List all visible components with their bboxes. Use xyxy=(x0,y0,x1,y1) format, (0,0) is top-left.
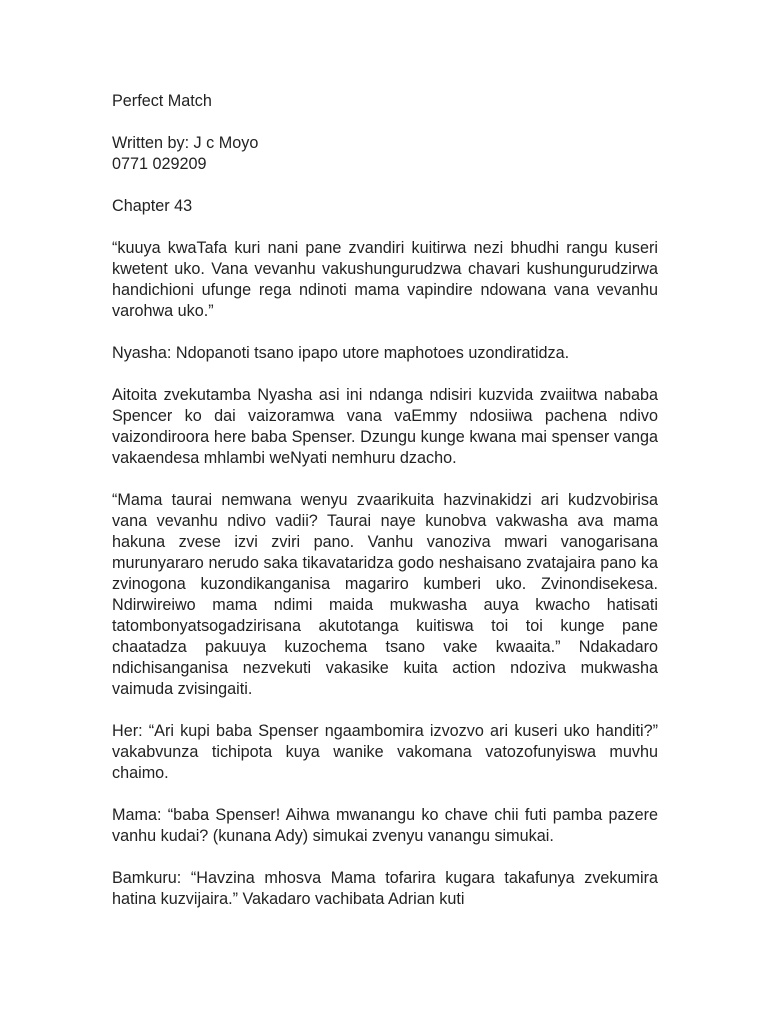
author-block xyxy=(112,133,658,175)
paragraph: Nyasha: Ndopanoti tsano ipapo utore maphotoes uzondiratidza. xyxy=(112,344,570,362)
paragraph: “Mama taurai nemwana wenyu zvaarikuita hazvinakidzi ari kudzvobirisa vana vevanhu ndivo vadii? Taurai naye kunobva vakwasha ava mama hakuna zvese izvi zviri pano. Vanhu vanoziva mwari vanogarisana murunyararo nerudo saka tikavataridza godo neshaisano zvatajaira pano ka zvinogona kuzondikanganisa magariro kumberi uko. Zvinondisekesa. Ndirwireiwo mama ndimi maida mukwasha auya kwacho hatisati tatombonyatsogadzirisana akutotanga kuitiswa toi toi kunge pane chaatadza pakuuya kuzochema tsano vake kwaaita.” Ndakadaro ndichisanganisa nezvekuti vakasike kuita action ndoziva mukwasha vaimuda zvisingaiti. xyxy=(112,491,658,698)
author-line: Written by: J c Moyo xyxy=(112,134,259,152)
paragraph: Bamkuru: “Havzina mhosva Mama tofarira kugara takafunya zvekumira hatina kuzvijaira.” Vakadaro vachibata Adrian kuti xyxy=(112,869,658,908)
story-title: Perfect Match xyxy=(112,92,212,110)
phone-number: 0771 029209 xyxy=(112,155,207,173)
paragraph: Aitoita zvekutamba Nyasha asi ini ndanga ndisiri kuzvida zvaiitwa nababa Spencer ko dai vaizoramwa vana vaEmmy ndosiiwa pachena ndivo vaizondiroora here baba Spenser. Dzungu kunge kwana mai spenser vanga vakaendesa mhlambi weNyati nemhuru dzacho. xyxy=(112,386,658,467)
paragraph: Her: “Ari kupi baba Spenser ngaambomira izvozvo ari kuseri uko handiti?” vakabvunza tichipota kuya wanike vakomana vatozofunyiswa muvhu chaimo. xyxy=(112,722,658,782)
paragraph: “kuuya kwaTafa kuri nani pane zvandiri kuitirwa nezi bhudhi rangu kuseri kwetent uko. Vana vevanhu vakushungurudzwa chavari kushungurudzirwa handichioni ufunge rega ndinoti mama vapindire ndowana vana vevanhu varohwa uko.” xyxy=(112,239,658,320)
chapter-heading: Chapter 43 xyxy=(112,197,193,215)
document-page xyxy=(112,91,658,931)
paragraph: Mama: “baba Spenser! Aihwa mwanangu ko chave chii futi pamba pazere vanhu kudai? (kunana Ady) simukai zvenyu vanangu simukai. xyxy=(112,806,658,845)
